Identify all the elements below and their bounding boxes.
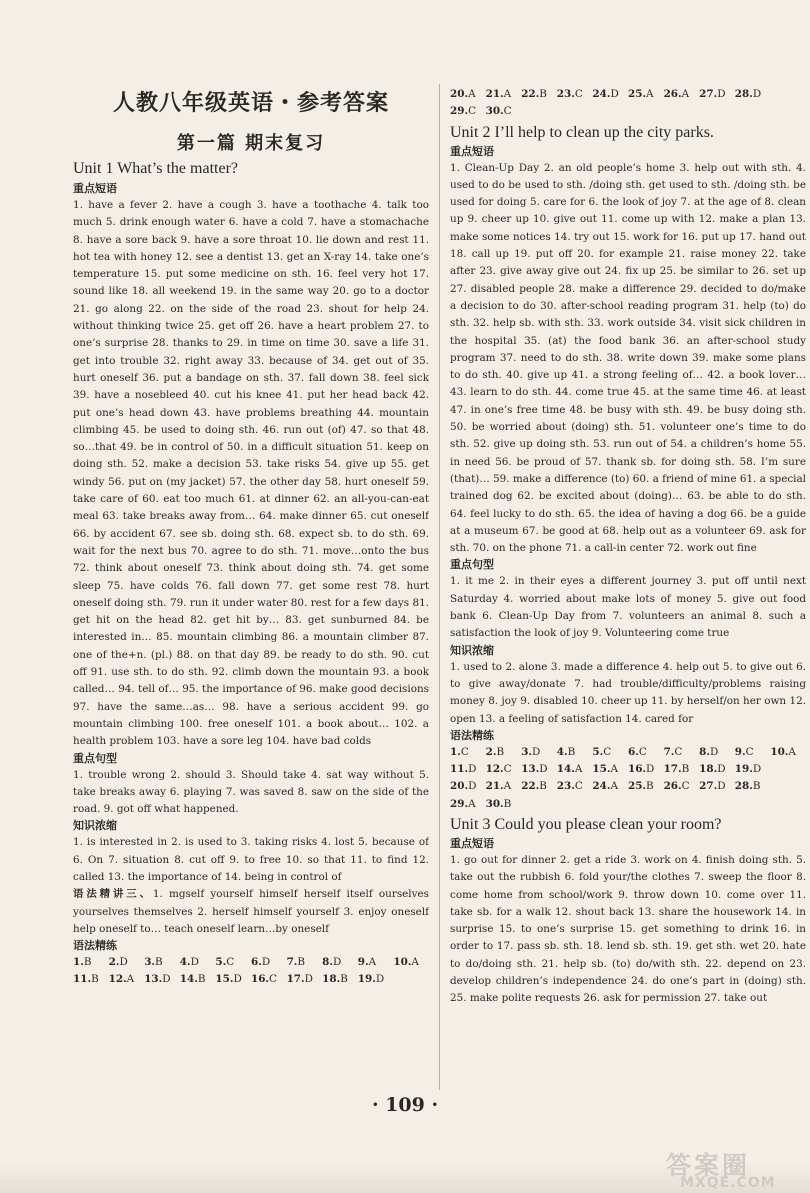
answer-item: 30.B xyxy=(485,797,512,810)
answer-item: 20.A xyxy=(450,88,476,100)
answer-item: 26.C xyxy=(663,780,690,793)
unit3-phrases-title: 重点短语 xyxy=(450,836,494,850)
unit1-grammar3: 1. mgself yourself himself herself itself ourselves yourselves themselves 2. herself himself yourself 3. enjoy oneself help oneself to… teach oneself learn…by oneself xyxy=(73,888,429,935)
answer-item: 16.D xyxy=(627,763,655,776)
unit1-answer-grid-continued xyxy=(450,86,806,121)
answer-item: 9.C xyxy=(734,745,754,758)
unit2-knowledge-title: 知识浓缩 xyxy=(450,643,494,657)
page-number: · 109 · xyxy=(371,1094,439,1116)
watermark-url: MXQE.COM xyxy=(680,1175,776,1191)
unit1-knowledge: 1. is interested in 2. is used to 3. taking risks 4. lost 5. because of 6. On 7. situation 8. cut off 9. to free 10. so that 11. to find 12. called 13. the importance of 14. being in control of xyxy=(73,836,429,883)
answer-row xyxy=(450,761,806,778)
answer-item: 28.D xyxy=(734,88,762,100)
answer-item: 21.A xyxy=(485,88,512,100)
answer-row xyxy=(450,744,806,761)
answer-item: 18.D xyxy=(699,763,726,776)
answer-item: 7.C xyxy=(663,745,683,758)
page-subtitle: 第一篇 期末复习 xyxy=(176,133,326,154)
answer-item: 1.C xyxy=(450,745,469,758)
answer-item: 2.B xyxy=(485,745,505,758)
unit1-grammar3-title: 语法精讲三、 xyxy=(73,888,153,901)
answer-item: 14.A xyxy=(556,763,583,776)
answer-item: 13.D xyxy=(144,973,171,986)
answer-item: 4.D xyxy=(179,956,199,969)
column-divider xyxy=(439,84,440,1090)
answer-item: 4.B xyxy=(556,745,576,758)
answer-item: 9.A xyxy=(357,956,377,969)
answer-row xyxy=(73,971,429,988)
answer-item: 23.C xyxy=(556,780,583,793)
answer-item: 16.C xyxy=(250,973,277,986)
answer-item: 3.D xyxy=(521,745,541,758)
answer-item xyxy=(770,761,806,778)
answer-row xyxy=(450,103,806,120)
answer-item: 7.B xyxy=(286,956,306,969)
left-column xyxy=(73,158,429,1094)
answer-item: 29.A xyxy=(450,797,476,810)
answer-item: 10.A xyxy=(770,745,796,758)
answer-item: 22.B xyxy=(521,780,547,793)
unit1-sentences: 1. trouble wrong 2. should 3. Should take 4. sat way without 5. take breaks away 6. playing 7. was saved 8. saw on the side of the road. 9. got off what happened. xyxy=(73,768,429,816)
unit1-phrases: 1. have a fever 2. have a cough 3. have a toothache 4. talk too much 5. drink enough water 6. have a cold 7. have a stomachache 8. have a sore back 9. have a sore throat 10. lie down and rest 11. hot tea with honey 12. see a dentist 13. get an X-ray 14. take one’s temperature 15. put some medicine on sth. 16. feel very hot 17. sound like 18. all weekend 19. in the same way 20. go to a doctor 21. go along 22. on the side of the road 23. shout for help 24. without thinking twice 25. get off 26. have a heart problem 27. to one’s surprise 28. thanks to 29. in time on time 30. save a life 31. get into trouble 32. right away 33. because of 34. get out of 35. hurt oneself 36. put a bandage on sth. 37. fall down 38. feel sick 39. have a nosebleed 40. cut his knee 41. put her head back 42. put one’s head down 43. have problems breathing 44. mountain climbing 45. be used to doing sth. 46. run out (of) 47. so that 48. so…that 49. be in control of 50. in a difficult situation 51. keep on doing sth. 52. make a decision 53. take risks 54. give up 55. get windy 56. put on (my jacket) 57. the other day 58. hurt oneself 59. take care of 60. eat too much 61. at dinner 62. an all-you-can-eat meal 63. take breaks away from… 64. make dinner 65. cut oneself 66. by accident 67. see sb. doing sth. 68. expect sb. to do sth. 69. wait for the next bus 70. agree to do sth. 71. move…onto the bus 72. think about oneself 73. think about doing sth. 74. get some sleep 75. have colds 76. fall down 77. get some rest 78. hurt oneself doing sth. 79. run it under water 80. rest for a few days 81. get hit on the head 82. get hit by… 83. get sunburned 84. be interested in… 85. mountain climbing 86. a mountain climber 87. one of the+n. (pl.) 88. on that day 89. be ready to do sth. 90. cut off 91. use sth. to do sth. 92. climb down the mountain 93. a book called… 94. tell of… 95. the importance of 96. make good decisions 97. have the same…as… 98. have a serious accident 99. go mountain climbing 100. free oneself 101. a book about… 102. a health problem 103. have a sore leg 104. have bad colds xyxy=(73,199,429,748)
answer-item: 15.D xyxy=(215,973,242,986)
unit2-sentences: 1. it me 2. in their eyes a different journey 3. put off until next Saturday 4. worried about make lots of money 5. give out food bank 6. Clean-Up Day from 7. volunteers an animal 8. such a satisfaction the look of joy 9. Volunteering come true xyxy=(450,575,806,640)
unit2-sentences-title: 重点句型 xyxy=(450,558,494,572)
answer-item: 12.C xyxy=(485,763,512,776)
answer-item: 8.D xyxy=(699,745,719,758)
answer-item: 2.D xyxy=(108,956,128,969)
answer-item: 29.C xyxy=(450,105,477,118)
unit1-phrases-title: 重点短语 xyxy=(73,182,117,195)
unit1-heading: Unit 1 What’s the matter? xyxy=(73,160,238,177)
page-title: 人教八年级英语・参考答案 xyxy=(112,90,389,116)
unit1-sentences-title: 重点句型 xyxy=(73,751,117,765)
answer-item: 27.D xyxy=(699,780,726,793)
answer-item: 8.D xyxy=(322,956,342,969)
answer-item: 14.B xyxy=(179,973,206,986)
unit2-phrases-title: 重点短语 xyxy=(450,144,494,158)
answer-item: 17.D xyxy=(286,973,313,986)
watermark-logo xyxy=(666,1148,806,1190)
answer-item: 23.C xyxy=(556,88,583,100)
answer-item: 24.A xyxy=(592,780,618,793)
answer-item: 3.B xyxy=(144,956,163,969)
answer-item: 19.D xyxy=(357,973,385,986)
answer-item: 12.A xyxy=(108,973,135,986)
answer-item: 19.D xyxy=(734,763,762,776)
unit3-phrases: 1. go out for dinner 2. get a ride 3. work on 4. finish doing sth. 5. take out the rubbish 6. fold your/the clothes 7. sweep the floor 8. come home from school/work 9. throw down 10. come over 11. take sb. for a walk 12. shout back 13. share the housework 14. in surprise 15. to one’s surprise 15. get something to drink 16. in order to 17. pass sb. sth. 18. lend sb. sth. 19. get sth. wet 20. hate to do/doing sth. 21. help sb. (to) do/with sth. 22. depend on 23. develop children’s independence 24. do one’s part in (doing) sth. 25. make polite requests 26. ask for permission 27. take out xyxy=(450,853,806,1005)
unit1-answer-grid xyxy=(73,954,429,989)
unit2-knowledge: 1. used to 2. alone 3. made a difference 4. help out 5. to give out 6. to give away/donate 7. had trouble/difficulty/problems raising money 8. joy 9. disabled 10. cheer up 11. by herself/on her own 12. open 13. a feeling of satisfaction 14. cared for xyxy=(450,660,806,725)
answer-item: 17.B xyxy=(663,763,690,776)
answer-item: 18.B xyxy=(322,973,348,986)
answer-item: 22.B xyxy=(521,88,547,100)
answer-item: 25.B xyxy=(627,780,654,793)
answer-item: 24.D xyxy=(592,88,619,100)
answer-item: 21.A xyxy=(485,780,512,793)
answer-item: 5.C xyxy=(215,956,235,969)
right-column xyxy=(450,86,806,1094)
answer-item: 13.D xyxy=(521,763,548,776)
unit1-grammar-title: 语法精练 xyxy=(73,939,117,953)
unit2-phrases: 1. Clean-Up Day 2. an old people’s home 3. help out with sth. 4. used to do be used to sth. /doing sth. get used to sth. /doing sth. be used for doing 5. care for 6. the look of joy 7. at the age of 8. clean up 9. cheer up 10. give out 11. come up with 12. make a plan 13. make some notices 14. try out 15. work for 16. put up 17. hand out 18. call up 19. put off 20. for example 21. raise money 22. take after 23. give away give out 24. fix up 25. be similar to 26. set up 27. disabled people 28. make a difference 29. decided to do/make a decision to do 30. after-school reading program 31. help (to) do sth. 32. help sb. with sth. 33. work outside 34. visit sick children in the hospital 35. (at) the food bank 36. an after-school study program 37. need to do sth. 38. write down 39. make some plans to do sth. 40. give up 41. a strong feeling of… 42. a book lover… 43. learn to do sth. 44. come true 45. at the same time 46. at least 47. in one’s free time 48. be busy with sth. 49. be busy doing sth. 50. be worried about (doing) sth. 51. volunteer one’s time to do sth. 52. give up doing sth. 53. run out of 54. a children’s home 55. in need 56. be proud of 57. thank sb. for doing sth. 58. I’m sure (that)… 59. make a difference (to) 60. a friend of mine 61. a special trained dog 62. be excited about (doing)… 63. be able to do sth. 64. feel lucky to do sth. 65. the idea of having a dog 66. be a guide at a museum 67. be good at 68. help out as a volunteer 69. ask for sth. 70. on the phone 71. a call-in center 72. work out fine xyxy=(450,161,806,555)
answer-item: 27.D xyxy=(699,88,726,100)
answer-row xyxy=(450,86,806,103)
answer-item: 6.C xyxy=(627,745,647,758)
answer-row xyxy=(73,954,429,971)
answer-item: 28.B xyxy=(734,780,761,793)
unit2-heading: Unit 2 I’ll help to clean up the city parks. xyxy=(450,123,714,141)
answer-item: 11.D xyxy=(450,763,477,776)
answer-item: 1.B xyxy=(73,956,92,969)
answer-item: 10.A xyxy=(393,956,419,969)
unit1-knowledge-title: 知识浓缩 xyxy=(73,819,117,833)
answer-item: 20.D xyxy=(450,780,477,793)
answer-row xyxy=(450,796,806,813)
answer-item: 5.C xyxy=(592,745,612,758)
answer-item xyxy=(393,971,429,988)
answer-item: 26.A xyxy=(663,88,690,100)
answer-item: 15.A xyxy=(592,763,618,776)
answer-item: 6.D xyxy=(250,956,271,969)
answer-row xyxy=(450,778,806,795)
unit2-answer-grid xyxy=(450,744,806,813)
unit1-grammar-explain xyxy=(73,886,429,938)
answer-item: 30.C xyxy=(485,105,512,118)
watermark-text: 答案圈 xyxy=(666,1151,751,1180)
answer-item: 11.B xyxy=(73,973,99,986)
unit3-heading: Unit 3 Could you please clean your room? xyxy=(450,815,722,833)
unit2-grammar-title: 语法精练 xyxy=(450,728,494,742)
answer-item: 25.A xyxy=(627,88,654,100)
